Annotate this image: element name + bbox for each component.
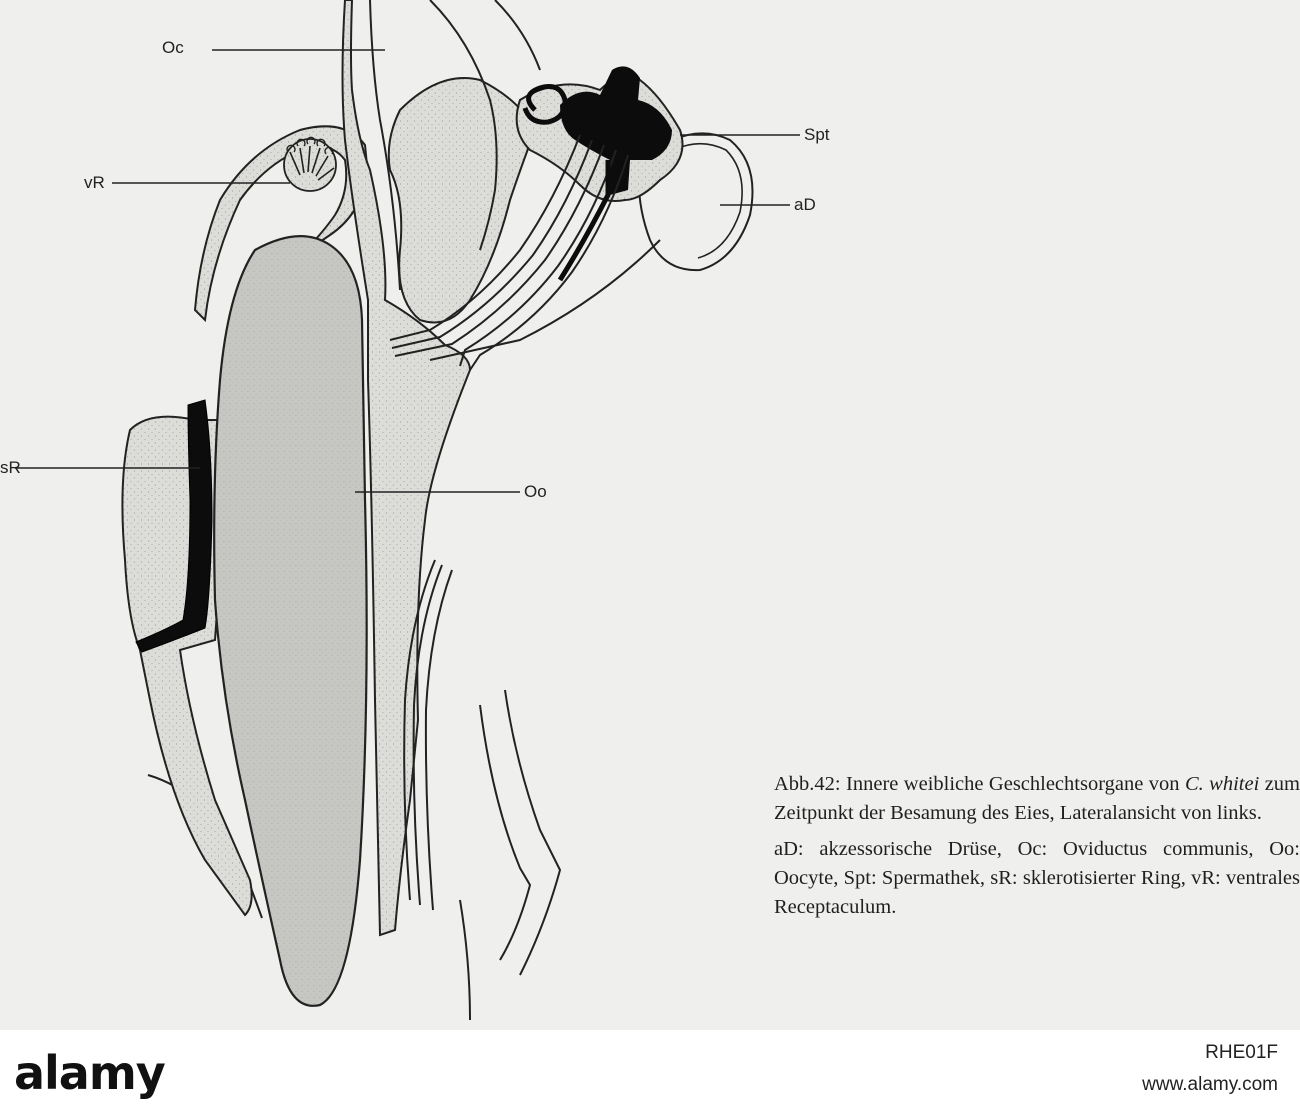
upper-mass-3	[495, 0, 540, 70]
ventral-receptaculum	[284, 137, 336, 191]
label-oc: Oc	[162, 38, 184, 57]
site-url: www.alamy.com	[1142, 1074, 1278, 1095]
label-vr: vR	[84, 173, 105, 192]
figure-caption	[774, 770, 1300, 922]
label-oo: Oo	[524, 482, 547, 501]
upper-mass	[389, 78, 535, 323]
image-id: RHE01F	[1205, 1042, 1278, 1063]
label-sr: sR	[0, 458, 21, 477]
outer-wall-right	[480, 705, 530, 960]
watermark-bar	[0, 1030, 1300, 1118]
species-name: C. whitei	[1184, 773, 1260, 795]
caption-legend: aD: akzessorische Drüse, Oc: Oviductus communis, Oo: Oocyte, Spt: Spermathek, sR: sklerotisierter Ring, vR: ventrales Receptaculum.	[774, 838, 1300, 918]
label-spt: Spt	[804, 125, 830, 144]
caption-title: Abb.42: Innere weibliche Geschlechtsorgane von C. whitei zum Zeitpunkt der Besamung des Eies, Lateralansicht von links.	[774, 773, 1300, 824]
alamy-logo: alamy	[14, 1046, 165, 1100]
bottom-lobe	[460, 900, 470, 1020]
label-ad: aD	[794, 195, 816, 214]
